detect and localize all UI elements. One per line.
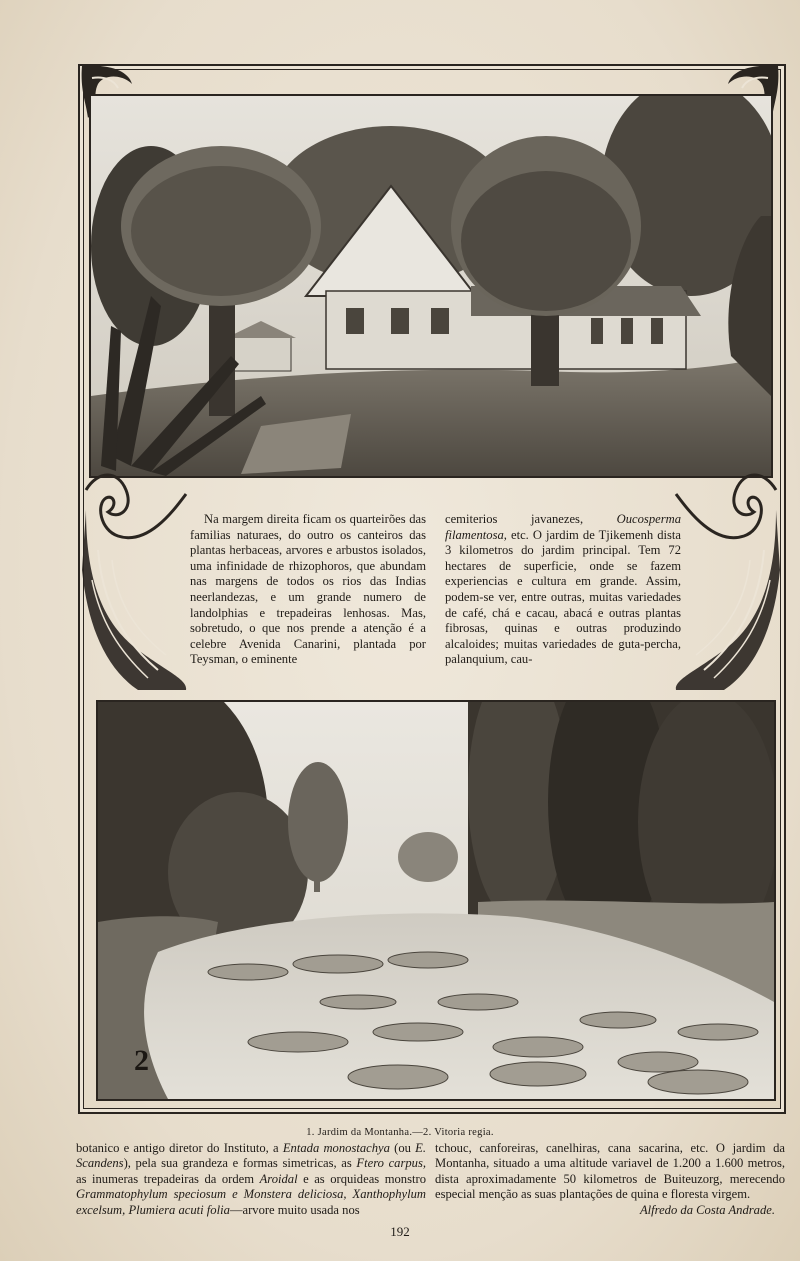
italic-species-name: Oucosperma filamentosa bbox=[445, 512, 681, 542]
bottom-text-left bbox=[76, 1141, 426, 1218]
italic-species-name: Grammatophylum speciosum e Monstera deliciosa, Xanthophylum excelsum, Plumiera acuti folia bbox=[76, 1187, 426, 1217]
photo-jardim-da-montanha bbox=[89, 94, 773, 478]
house-garden-photo-icon bbox=[91, 96, 771, 476]
acanthus-ornament-icon bbox=[78, 450, 190, 700]
text-run: ), pela sua grandeza e formas simetricas, as bbox=[123, 1156, 357, 1171]
italic-species-name: Ftero carpus, bbox=[356, 1156, 426, 1171]
text-run: , etc. O jardim de Tjikemenh dista 3 kilometros do jardim principal. Tem 72 hectares de superficie, onde se fazem experiencias e cultura em grande. Assim, podem-se ver, entre outras, muitas variedades de café, chá e cacau, abacá e outras plantas fibrosas, quinas e outras produzindo alcaloides; muitas variedades de guta-percha, palanquium, cau- bbox=[445, 527, 681, 667]
author-signature: Alfredo da Costa Andrade. bbox=[639, 1202, 775, 1217]
middle-text-right bbox=[445, 512, 681, 668]
figure-caption: 1. Jardim da Montanha.—2. Vitoria regia. bbox=[306, 1127, 494, 1138]
italic-species-name: Aroidal bbox=[259, 1171, 298, 1186]
pond-photo-icon bbox=[98, 702, 774, 1099]
bottom-text-right bbox=[435, 1141, 785, 1218]
page-number: 192 bbox=[390, 1224, 410, 1239]
text-run: —arvore muito usada nos bbox=[229, 1202, 360, 1217]
text-run: (ou bbox=[389, 1141, 416, 1155]
text-run: botanico e antigo diretor do Instituto, a bbox=[76, 1141, 283, 1155]
middle-text-left: Na margem direita ficam os quarteirões das familias naturaes, do outro os canteiros das plantas herbaceas, arvores e arbustos isolados, uma infinidade de rhizophoros, que abundam nas margens de todos os rios das Indias neerlandezas, e um grande numero de landolphias e trepadeiras lenhosas. Mas, sobretudo, o que nos prende a atenção é a celebre Avenida Canarini, plantada por Teysman, o eminente bbox=[190, 512, 426, 667]
photo-vitoria-regia bbox=[96, 700, 776, 1101]
plate-number: 2 bbox=[134, 1044, 149, 1077]
text-run: as inumeras trepadeiras da ordem bbox=[76, 1171, 260, 1186]
text-run: cemiterios javanezes, bbox=[445, 512, 617, 526]
italic-species-name: E. Scandens bbox=[76, 1141, 426, 1171]
text-run: tchouc, canforeiras, canelhiras, cana sacarina, etc. O jardim da Montanha, situado a uma altitude variavel de 1.200 a 1.600 metros, dista aproximadamente 50 kilometros de Buiteuzorg, merecendo especial menção as suas plantações de quina e floresta virgem. bbox=[435, 1141, 785, 1202]
text-run: e as orquideas monstro bbox=[297, 1171, 426, 1186]
acanthus-ornament-icon bbox=[672, 450, 784, 700]
italic-species-name: Entada monostachya bbox=[282, 1141, 390, 1155]
